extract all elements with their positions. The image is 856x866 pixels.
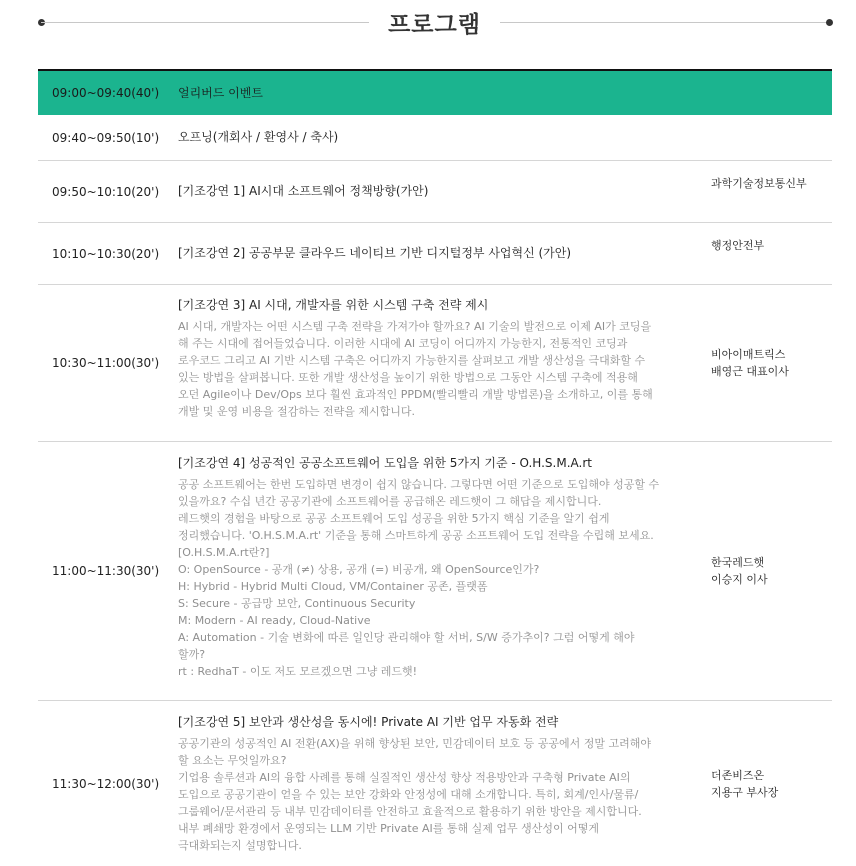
schedule-row-early-bird bbox=[38, 71, 832, 115]
schedule-row-keynote-4 bbox=[38, 442, 832, 701]
session-title: 얼리버드 이벤트 bbox=[178, 86, 263, 100]
speaker-name: 이승지 이사 bbox=[711, 573, 768, 586]
bullet-dot-right bbox=[826, 19, 833, 26]
session-description: AI 시대, 개발자는 어떤 시스템 구축 전략을 가져가야 할까요? AI 기술의 발전으로 이제 AI가 코딩을 해 주는 시대에 접어들었습니다. 이러한 시대에 AI 코딩이 어디까지 가능한지, 전통적인 코딩과 로우코드 그리고 AI 기반 시스템 구축은 어디까지 가능한지를 살펴보고 개발 생산성을 극대화할 수 있는 방법을 살펴봅니다. 또한 개발 생산성을 높이기 위한 방법으로 그동안 시스템 구축에 적용해 오던 Agile이나 Dev/Ops 보다 훨씬 효과적인 PPDM(빨리빨리 개발 방법론)을 소개하고, 이를 통해 개발 및 운영 비용을 절감하는 전략을 제시합니다. bbox=[178, 320, 653, 418]
session-title: [기조강연 3] AI 시대, 개발자를 위한 시스템 구축 전략 제시 bbox=[178, 298, 489, 312]
session-title: [기조강연 5] 보안과 생산성을 동시에! Private AI 기반 업무 자동화 전략 bbox=[178, 715, 559, 729]
session-time: 09:00~09:40(40') bbox=[52, 86, 160, 100]
session-description: 공공 소프트웨어는 한번 도입하면 변경이 쉽지 않습니다. 그렇다면 어떤 기준으로 도입해야 성공할 수 있을까요? 수십 년간 공공기관에 소프트웨어를 공급해온 레드햇이 그 해답을 제시합니다. 레드햇의 경험을 바탕으로 공공 소프트웨어 도입 성공을 위한 5가지 핵심 기준을 알기 쉽게 정리했습니다. 'O.H.S.M.A.rt' 기준을 통해 스마트하게 공공 소프트웨어 도입 전략을 수립해 보세요. [O.H.S.M.A.rt란?] O: OpenSource - 공개 (≠) 상용, 공개 (=) 비공개, 왜 OpenSource인가? H: Hybrid - Hybrid Multi Cloud, VM/Container 공존, 플랫폼 S: Secure - 공급망 보안, Continuous Security M: Modern - AI ready, Cloud-Native A: Automation - 기술 변화에 따른 일인당 관리해야 할 서버, S/W 증가추이? 그럼 어떻게 해야 할까? rt : RedhaT - 이도 저도 모르겠으면 그냥 레드햇! bbox=[178, 478, 660, 678]
speaker-org: 과학기술정보통신부 bbox=[711, 177, 807, 190]
divider-line-right bbox=[500, 22, 829, 23]
session-time: 09:40~09:50(10') bbox=[52, 130, 160, 145]
session-title: [기조강연 4] 성공적인 공공소프트웨어 도입을 위한 5가지 기준 - O.H.S.M.A.rt bbox=[178, 456, 592, 470]
speaker-org: 행정안전부 bbox=[711, 239, 765, 252]
session-content bbox=[178, 129, 693, 145]
speaker-info bbox=[711, 442, 768, 700]
divider-line-left bbox=[41, 22, 369, 23]
speaker-org: 비아이매트릭스 bbox=[711, 348, 786, 361]
schedule-row-keynote-1 bbox=[38, 161, 832, 223]
speaker-info bbox=[711, 161, 807, 222]
session-title: [기조강연 2] 공공부문 클라우드 네이티브 기반 디지털정부 사업혁신 (가안) bbox=[178, 246, 572, 260]
speaker-info bbox=[711, 701, 778, 866]
session-content bbox=[178, 455, 693, 680]
page-title: 프로그램 bbox=[388, 12, 481, 38]
schedule-row-keynote-5 bbox=[38, 701, 832, 866]
speaker-name: 지용구 부사장 bbox=[711, 785, 779, 799]
program-header bbox=[0, 0, 856, 56]
session-title: 오프닝(개회사 / 환영사 / 축사) bbox=[178, 130, 339, 144]
speaker-name: 배영근 대표이사 bbox=[711, 365, 789, 378]
session-content bbox=[178, 245, 693, 261]
speaker-org: 한국레드햇 bbox=[711, 556, 765, 569]
schedule-row-keynote-2 bbox=[38, 223, 832, 285]
speaker-info bbox=[711, 285, 789, 441]
session-time: 11:00~11:30(30') bbox=[52, 564, 160, 578]
session-time: 10:30~11:00(30') bbox=[52, 356, 160, 370]
session-title: [기조강연 1] AI시대 소프트웨어 정책방향(가안) bbox=[178, 184, 429, 198]
session-time: 11:30~12:00(30') bbox=[52, 776, 160, 791]
session-content bbox=[178, 183, 693, 199]
session-content bbox=[178, 297, 693, 420]
speaker-org: 더존비즈온 bbox=[711, 768, 765, 782]
schedule-row-keynote-3 bbox=[38, 285, 832, 442]
session-content bbox=[178, 85, 693, 101]
speaker-info bbox=[711, 223, 764, 284]
session-time: 09:50~10:10(20') bbox=[52, 184, 160, 199]
schedule-row-opening bbox=[38, 115, 832, 161]
session-content bbox=[178, 714, 693, 854]
session-description: 공공기관의 성공적인 AI 전환(AX)을 위해 향상된 보안, 민감데이터 보호 등 공공에서 정말 고려해야 할 요소는 무엇일까요? 기업용 솔루션과 AI의 융합 사례를 통해 실질적인 생산성 향상 적용방안과 구축형 Private AI의 도입으로 공공기관이 얻을 수 있는 보안 강화와 안정성에 대해 소개합니다. 특히, 회계/인사/물류/ 그룹웨어/문서관리 등 내부 민감데이터를 안전하고 효율적으로 활용하기 위한 방안을 제시합니다. 내부 폐쇄망 환경에서 운영되는 LLM 기반 Private AI를 통해 실제 업무 생산성이 어떻게 극대화되는지 설명합니다. bbox=[178, 737, 652, 852]
session-time: 10:10~10:30(20') bbox=[52, 246, 160, 261]
program-schedule bbox=[38, 69, 832, 866]
